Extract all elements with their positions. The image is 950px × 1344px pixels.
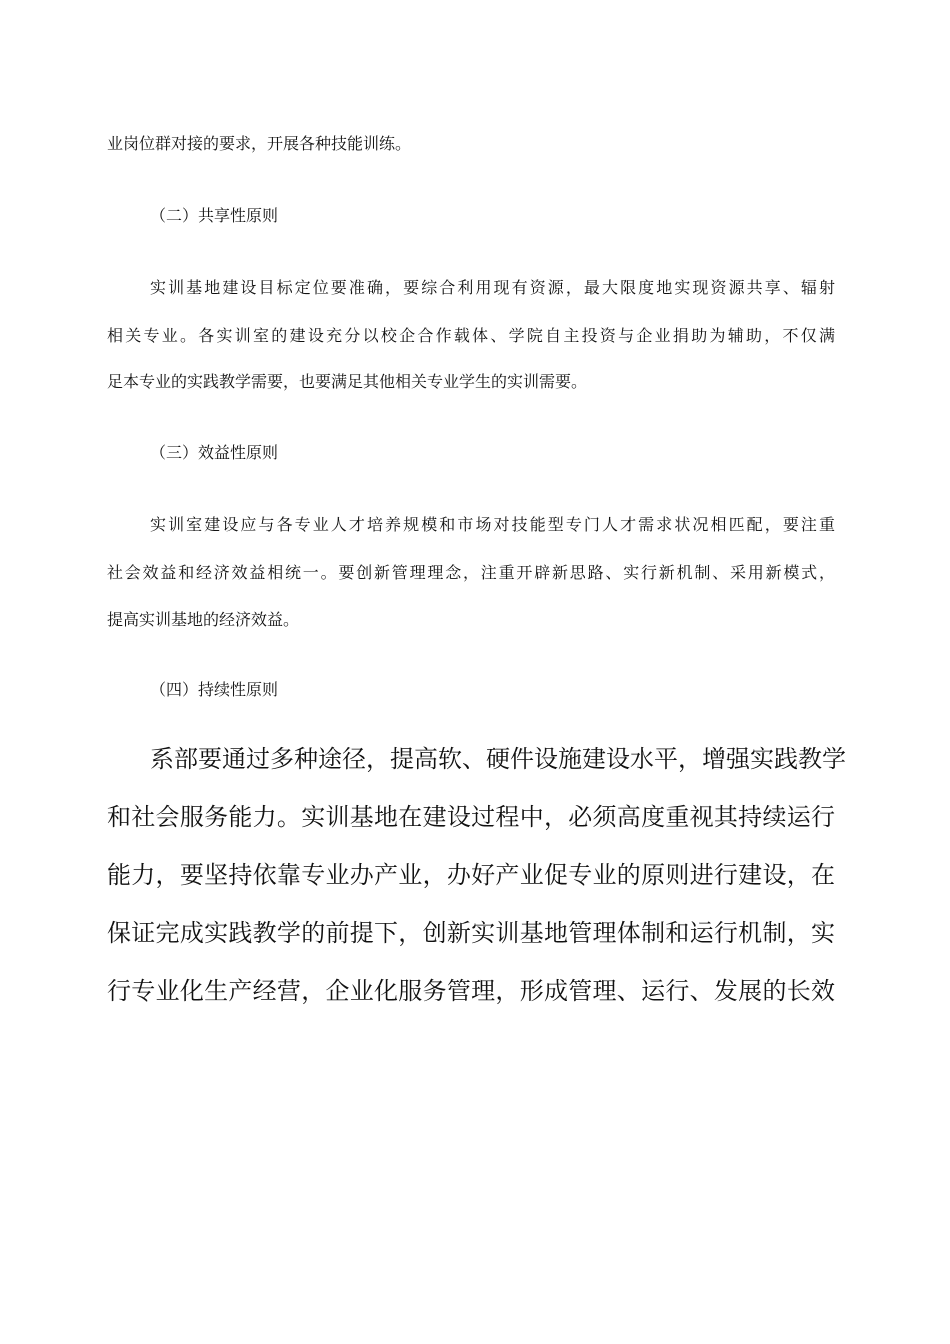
paragraph-line: 行专业化生产经营，企业化服务管理，形成管理、运行、发展的长效 [107,977,835,1005]
paragraph-line: 实训基地建设目标定位要准确，要综合利用现有资源，最大限度地实现资源共享、辐射 [150,278,835,297]
paragraph-line: 业岗位群对接的要求，开展各种技能训练。 [107,134,412,153]
paragraph-line: 和社会服务能力。实训基地在建设过程中，必须高度重视其持续运行 [107,803,835,831]
paragraph-line: 能力，要坚持依靠专业办产业，办好产业促专业的原则进行建设，在 [107,861,835,889]
paragraph-line: 社会效益和经济效益相统一。要创新管理理念，注重开辟新思路、实行新机制、采用新模式， [107,563,835,582]
paragraph-line: 实训室建设应与各专业人才培养规模和市场对技能型专门人才需求状况相匹配，要注重 [150,515,835,534]
paragraph-benefit [107,517,835,628]
section-heading-sustainability: （四）持续性原则 [150,680,279,699]
paragraph-sharing [107,280,835,390]
paragraph-line: 相关专业。各实训室的建设充分以校企合作载体、学院自主投资与企业捐助为辅助，不仅满 [107,326,835,345]
paragraph-line: 提高实训基地的经济效益。 [107,610,300,629]
section-heading-benefit: （三）效益性原则 [150,443,279,462]
section-heading-sharing: （二）共享性原则 [150,206,279,225]
paragraph-line: 系部要通过多种途径，提高软、硬件设施建设水平，增强实践教学 [150,745,846,773]
paragraph-line: 足本专业的实践教学需要，也要满足其他相关专业学生的实训需要。 [107,372,588,391]
paragraph-sustainability [107,745,846,1005]
continuation-paragraph [107,136,835,152]
paragraph-line: 保证完成实践教学的前提下，创新实训基地管理体制和运行机制，实 [107,919,835,947]
